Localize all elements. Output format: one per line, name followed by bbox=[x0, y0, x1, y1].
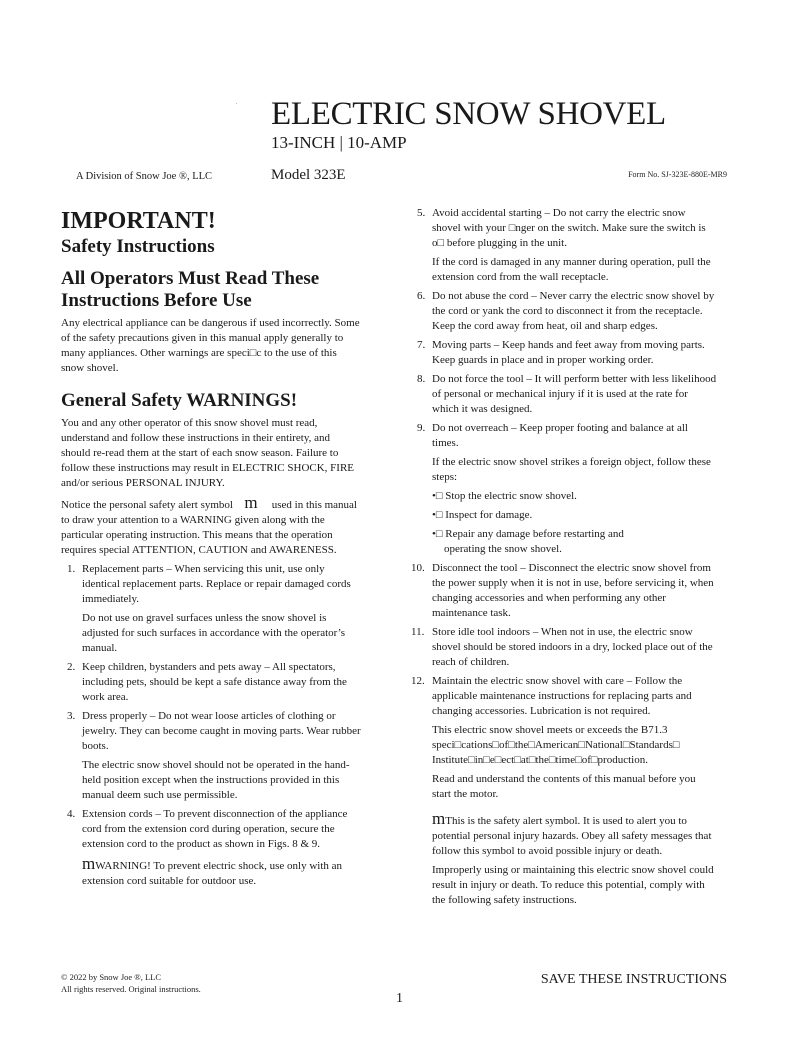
item-subtext: If the electric snow shovel strikes a foreign object, follow these steps: bbox=[432, 456, 711, 483]
item-number: 2. bbox=[67, 661, 76, 673]
safety-alert-icon: m bbox=[432, 809, 446, 828]
form-number: Form No. SJ-323E-880E-MR9 bbox=[628, 170, 727, 179]
save-instructions-note: SAVE THESE INSTRUCTIONS bbox=[540, 972, 727, 987]
item-number: 7. bbox=[417, 339, 426, 351]
item-text: Dress properly – Do not wear loose articles of clothing or jewelry. They can become caught in moving parts. Wear rubber boots. bbox=[82, 710, 361, 752]
item-text: Avoid accidental starting – Do not carry the electric snow shovel with your □nger on the switch. Make sure the switch is o□ before plugging in the unit. bbox=[432, 207, 706, 249]
step-bullet: •□ Inspect for damage. bbox=[432, 509, 533, 521]
notice-paragraph bbox=[61, 495, 361, 558]
safety-instructions-heading: Safety Instructions bbox=[61, 236, 215, 257]
read-manual-note: Read and understand the contents of this manual before you start the motor. bbox=[432, 773, 696, 800]
improper-use-warning: Improperly using or maintaining this electric snow shovel could result in injury or death. To reduce this potential, comply with the following safety instructions. bbox=[432, 864, 714, 906]
list-item bbox=[411, 674, 717, 719]
intro-paragraph: Any electrical appliance can be dangerous if used incorrectly. Some of the safety precautions given in this manual apply generally to many appliances. Other warnings are speci□c to the use of this snow shovel. bbox=[61, 317, 360, 374]
item-text: Replacement parts – When servicing this unit, use only identical replacement parts. Replace or repair damaged cords immediately. bbox=[82, 563, 351, 605]
step-bullet: •□ Stop the electric snow shovel. bbox=[432, 490, 577, 502]
left-column bbox=[61, 207, 361, 893]
item-number: 11. bbox=[411, 626, 425, 638]
important-heading: IMPORTANT! bbox=[61, 208, 216, 234]
item-number: 10. bbox=[411, 562, 425, 574]
list-item bbox=[411, 338, 717, 368]
extension-cord-warning bbox=[82, 856, 361, 889]
list-item bbox=[61, 562, 361, 656]
item-text: Moving parts – Keep hands and feet away from moving parts. Keep guards in place and in proper working order. bbox=[432, 339, 705, 366]
item-number: 5. bbox=[417, 207, 426, 219]
standards-compliance-note: This electric snow shovel meets or exceeds the B71.3 speci□cations□of□the□American□National□Standards□ Institute□in□e□ect□at□the□time□of□production. bbox=[432, 724, 680, 766]
list-item bbox=[61, 709, 361, 803]
item-number: 9. bbox=[417, 422, 426, 434]
item-text: Keep children, bystanders and pets away – All spectators, including pets, should be kept a safe distance away from the work area. bbox=[82, 661, 347, 703]
list-item bbox=[411, 421, 717, 557]
item-subtext: If the cord is damaged in any manner during operation, pull the extension cord from the wall receptacle. bbox=[432, 256, 711, 283]
item-subtext: Do not use on gravel surfaces unless the snow shovel is adjusted for such surfaces in accordance with the operator’s manual. bbox=[82, 612, 346, 654]
list-item bbox=[411, 561, 717, 621]
list-item bbox=[411, 289, 717, 334]
item-number: 12. bbox=[411, 675, 425, 687]
safety-alert-icon: m bbox=[244, 493, 258, 512]
item-text: Store idle tool indoors – When not in use, the electric snow shovel should be stored indoors in a dry, locked place out of the reach of children. bbox=[432, 626, 713, 668]
item-number: 1. bbox=[67, 563, 76, 575]
notice-text-end: used in this manual to draw your attention to a WARNING given along with the particular operating instruction. This means that the operation requires special ATTENTION, CAUTION and AWARENESS. bbox=[61, 499, 357, 556]
right-column bbox=[411, 206, 717, 912]
warning-text: WARNING! To prevent electric shock, use only with an extension cord suitable for outdoor use. bbox=[82, 860, 343, 887]
step-bullet: •□ Repair any damage before restarting and bbox=[432, 528, 624, 540]
item-text: Disconnect the tool – Disconnect the electric snow shovel from the power supply when it is not in use, before servicing it, when changing accessories and when performing any other maintenance task. bbox=[432, 562, 714, 619]
decorative-dot: . bbox=[236, 100, 238, 106]
item-text: Do not abuse the cord – Never carry the electric snow shovel by the cord or yank the cord to disconnect it from the receptacle. Keep the cord away from heat, oil and sharp edges. bbox=[432, 290, 715, 332]
list-item bbox=[411, 625, 717, 670]
document-subtitle: 13-INCH | 10-AMP bbox=[271, 133, 407, 152]
list-item bbox=[61, 660, 361, 705]
notice-text-start: Notice the personal safety alert symbol bbox=[61, 499, 233, 511]
item-text: Do not force the tool – It will perform better with less likelihood of personal or mechanical injury if it is used at the rate for which it was designed. bbox=[432, 373, 717, 415]
page-number: 1 bbox=[396, 991, 403, 1006]
copyright-notice bbox=[61, 971, 201, 995]
safety-alert-text: This is the safety alert symbol. It is used to alert you to potential personal injury hazards. Obey all safety messages that follow this symbol to avoid possible injury or death. bbox=[432, 815, 712, 857]
rights-line: All rights reserved. Original instructions. bbox=[61, 984, 201, 994]
general-safety-paragraph: You and any other operator of this snow shovel must read, understand and follow these instructions in their entirety, and should re-read them at the start of each snow season. Failure to follow these instructions may result in ELECTRIC SHOCK, FIRE and/or serious PERSONAL INJURY. bbox=[61, 417, 355, 489]
safety-list-left bbox=[61, 562, 361, 889]
copyright-line: © 2022 by Snow Joe ®, LLC bbox=[61, 972, 162, 982]
item-subtext: The electric snow shovel should not be operated in the hand-held position except when the instructions provided in this manual deem such use permissible. bbox=[82, 759, 350, 801]
general-safety-heading: General Safety WARNINGS! bbox=[61, 390, 298, 411]
item-number: 8. bbox=[417, 373, 426, 385]
step-bullet-continued: operating the snow shovel. bbox=[444, 543, 562, 555]
item-text: Do not overreach – Keep proper footing and balance at all times. bbox=[432, 422, 688, 449]
item-number: 4. bbox=[67, 808, 76, 820]
list-item bbox=[411, 372, 717, 417]
list-item bbox=[411, 206, 717, 285]
document-title: ELECTRIC SNOW SHOVEL bbox=[271, 96, 666, 132]
safety-list-right bbox=[411, 206, 717, 719]
item-number: 6. bbox=[417, 290, 426, 302]
safety-alert-explanation bbox=[411, 811, 717, 859]
item-text: Extension cords – To prevent disconnection of the appliance cord from the extension cord during operation, secure the extension cord to the product as shown in Figs. 8 & 9. bbox=[82, 808, 348, 850]
list-item bbox=[61, 807, 361, 889]
model-number: Model 323E bbox=[271, 167, 346, 183]
item-text: Maintain the electric snow shovel with care – Follow the applicable maintenance instructions for replacing parts and changing accessories. Lubrication is not required. bbox=[432, 675, 692, 717]
safety-alert-icon: m bbox=[82, 854, 96, 873]
division-note: A Division of Snow Joe ®, LLC bbox=[76, 171, 213, 182]
all-operators-heading: All Operators Must Read These Instructions Before Use bbox=[61, 268, 320, 311]
item-number: 3. bbox=[67, 710, 76, 722]
